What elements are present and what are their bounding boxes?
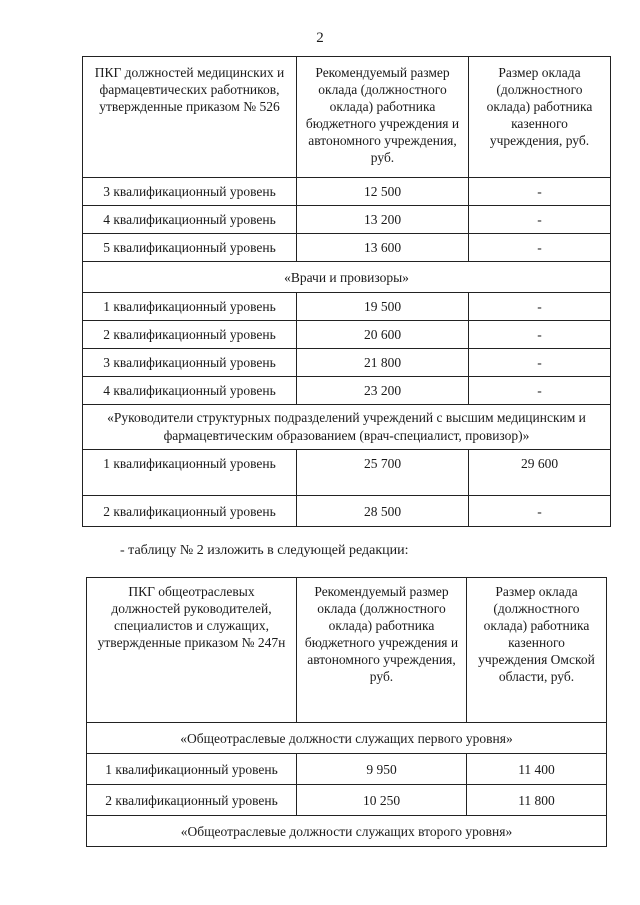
table-row: [83, 496, 611, 527]
table-row: [83, 450, 611, 496]
table-row: [83, 293, 611, 321]
section-title-first-level: «Общеотраслевые должности служащих первого уровня»: [87, 723, 607, 754]
state-salary-cell: -: [469, 377, 611, 405]
budget-salary-cell: 13 600: [297, 234, 469, 262]
table-row: [83, 206, 611, 234]
level-cell: 1 квалификационный уровень: [83, 450, 297, 496]
budget-salary-cell: 9 950: [297, 754, 467, 785]
level-cell: 3 квалификационный уровень: [83, 349, 297, 377]
budget-salary-cell: 25 700: [297, 450, 469, 496]
budget-salary-cell: 12 500: [297, 178, 469, 206]
table-row: [87, 785, 607, 816]
level-cell: 5 квалификационный уровень: [83, 234, 297, 262]
table-header-row: [87, 578, 607, 723]
section-row: [87, 816, 607, 847]
table-row: [87, 754, 607, 785]
table-row: [83, 178, 611, 206]
level-cell: 1 квалификационный уровень: [87, 754, 297, 785]
state-salary-cell: -: [469, 293, 611, 321]
header-state-salary: Размер оклада (должностного оклада) работника казенного учреждения, руб.: [469, 57, 611, 178]
budget-salary-cell: 23 200: [297, 377, 469, 405]
table-row: [83, 321, 611, 349]
section-row: [83, 262, 611, 293]
salary-table-general: [86, 577, 607, 847]
header-pkg: ПКГ общеотраслевых должностей руководителей, специалистов и служащих, утвержденные приказом № 247н: [87, 578, 297, 723]
table-row: [83, 349, 611, 377]
budget-salary-cell: 19 500: [297, 293, 469, 321]
level-cell: 2 квалификационный уровень: [83, 496, 297, 527]
header-pkg: ПКГ должностей медицинских и фармацевтических работников, утвержденные приказом № 526: [83, 57, 297, 178]
state-salary-cell: -: [469, 234, 611, 262]
instruction-paragraph: - таблицу № 2 изложить в следующей редакции:: [120, 543, 409, 558]
state-salary-cell: -: [469, 321, 611, 349]
level-cell: 4 квалификационный уровень: [83, 377, 297, 405]
budget-salary-cell: 20 600: [297, 321, 469, 349]
level-cell: 4 квалификационный уровень: [83, 206, 297, 234]
header-budget-salary: Рекомендуемый размер оклада (должностного оклада) работника бюджетного учреждения и автономного учреждения, руб.: [297, 578, 467, 723]
budget-salary-cell: 21 800: [297, 349, 469, 377]
header-budget-salary: Рекомендуемый размер оклада (должностного оклада) работника бюджетного учреждения и автономного учреждения, руб.: [297, 57, 469, 178]
level-cell: 2 квалификационный уровень: [87, 785, 297, 816]
budget-salary-cell: 10 250: [297, 785, 467, 816]
section-title-heads: «Руководители структурных подразделений учреждений с высшим медицинским и фармацевтическим образованием (врач-специалист, провизор)»: [83, 405, 611, 450]
section-title-doctors: «Врачи и провизоры»: [83, 262, 611, 293]
state-salary-cell: 11 400: [467, 754, 607, 785]
budget-salary-cell: 28 500: [297, 496, 469, 527]
state-salary-cell: -: [469, 178, 611, 206]
state-salary-cell: -: [469, 349, 611, 377]
level-cell: 2 квалификационный уровень: [83, 321, 297, 349]
budget-salary-cell: 13 200: [297, 206, 469, 234]
table-row: [83, 234, 611, 262]
section-row: [87, 723, 607, 754]
table-row: [83, 377, 611, 405]
page-number: 2: [316, 30, 324, 46]
level-cell: 3 квалификационный уровень: [83, 178, 297, 206]
header-state-salary: Размер оклада (должностного оклада) работника казенного учреждения Омской области, руб.: [467, 578, 607, 723]
section-title-second-level: «Общеотраслевые должности служащих второго уровня»: [87, 816, 607, 847]
level-cell: 1 квалификационный уровень: [83, 293, 297, 321]
state-salary-cell: 11 800: [467, 785, 607, 816]
table-header-row: [83, 57, 611, 178]
salary-table-medical: [82, 56, 611, 527]
state-salary-cell: -: [469, 496, 611, 527]
state-salary-cell: 29 600: [469, 450, 611, 496]
state-salary-cell: -: [469, 206, 611, 234]
section-row: [83, 405, 611, 450]
